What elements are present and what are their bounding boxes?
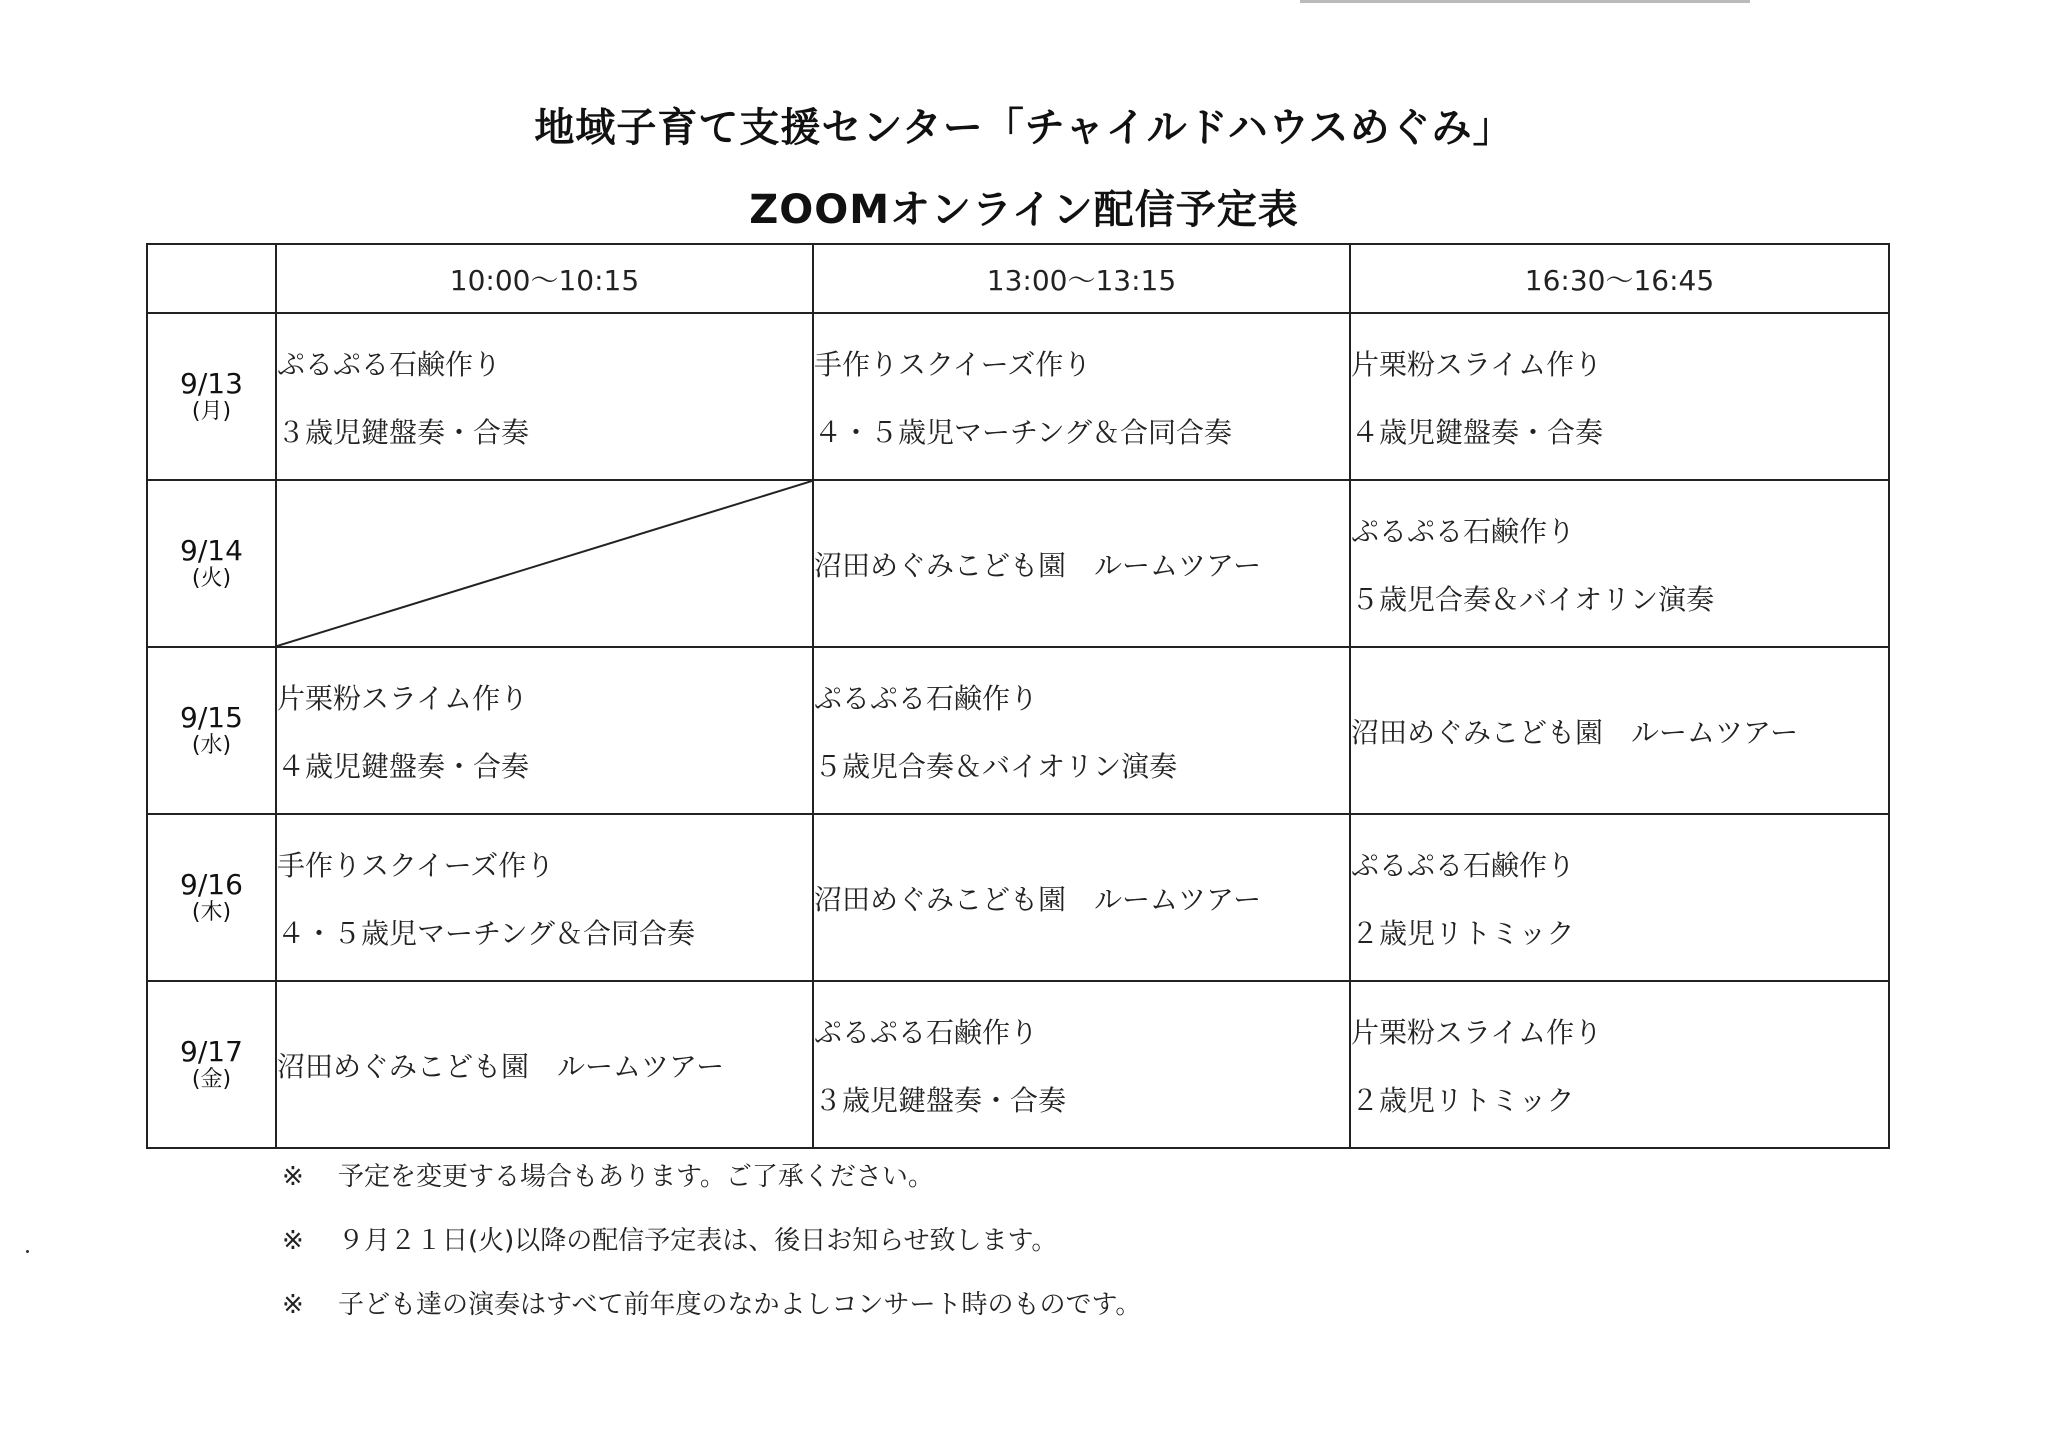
day-cell xyxy=(147,647,276,814)
notes-list xyxy=(282,1156,1141,1348)
program-activity: 片栗粉スライム作り xyxy=(1351,347,1603,381)
program-performance: ４歳児鍵盤奏・合奏 xyxy=(277,749,530,783)
program-activity: 沼田めぐみこども園 ルームツアー xyxy=(277,1049,725,1083)
day-weekday: (木) xyxy=(191,899,232,925)
day-row xyxy=(147,647,1889,814)
program-performance: ２歳児リトミック xyxy=(1351,916,1575,950)
day-weekday: (金) xyxy=(191,1066,232,1092)
day-date: 9/16 xyxy=(180,868,243,901)
program-activity: ぷるぷる石鹸作り xyxy=(277,347,502,381)
day-row xyxy=(147,814,1889,981)
note-item xyxy=(282,1156,1141,1220)
program-performance: ３歳児鍵盤奏・合奏 xyxy=(814,1083,1067,1117)
day-cell xyxy=(147,814,276,981)
program-activity: 片栗粉スライム作り xyxy=(1351,1015,1603,1049)
document-title: 地域子育て支援センター「チャイルドハウスめぐみ」 xyxy=(534,105,1514,151)
program-cell xyxy=(813,814,1350,981)
program-performance: ５歳児合奏＆バイオリン演奏 xyxy=(814,749,1178,783)
program-performance: ３歳児鍵盤奏・合奏 xyxy=(277,415,530,449)
program-cell xyxy=(813,981,1350,1148)
corner-cell xyxy=(147,244,276,313)
program-cell xyxy=(813,480,1350,647)
note-item xyxy=(282,1284,1141,1348)
program-performance: ２歳児リトミック xyxy=(1351,1083,1575,1117)
program-performance: ４・５歳児マーチング＆合同合奏 xyxy=(277,916,696,950)
day-date: 9/17 xyxy=(180,1035,243,1068)
program-activity: 手作りスクイーズ作り xyxy=(277,848,555,882)
scan-speck xyxy=(26,1250,29,1253)
program-activity: ぷるぷる石鹸作り xyxy=(814,681,1039,715)
program-performance: ５歳児合奏＆バイオリン演奏 xyxy=(1351,582,1715,616)
program-activity: 沼田めぐみこども園 ルームツアー xyxy=(814,882,1262,916)
note-text: ９月２１日(火)以降の配信予定表は、後日お知らせ致します。 xyxy=(338,1226,1058,1256)
note-item xyxy=(282,1220,1141,1284)
program-activity: ぷるぷる石鹸作り xyxy=(814,1015,1039,1049)
time-slot-header: 16:30～16:45 xyxy=(1350,244,1889,313)
note-text: 子ども達の演奏はすべて前年度のなかよしコンサート時のものです。 xyxy=(338,1290,1142,1320)
day-cell xyxy=(147,313,276,480)
program-cell xyxy=(1350,814,1889,981)
note-mark: ※ xyxy=(282,1226,304,1256)
day-row xyxy=(147,480,1889,647)
program-activity: 沼田めぐみこども園 ルームツアー xyxy=(814,548,1262,582)
note-text: 予定を変更する場合もあります。ご了承ください。 xyxy=(338,1162,934,1192)
program-activity: 片栗粉スライム作り xyxy=(277,681,529,715)
program-performance: ４・５歳児マーチング＆合同合奏 xyxy=(814,415,1233,449)
program-activity: ぷるぷる石鹸作り xyxy=(1351,848,1576,882)
program-cell xyxy=(276,981,813,1148)
program-cell xyxy=(813,647,1350,814)
time-slot-header: 13:00～13:15 xyxy=(813,244,1350,313)
day-weekday: (火) xyxy=(191,565,232,591)
note-mark: ※ xyxy=(282,1162,304,1192)
header-row xyxy=(147,244,1889,313)
document-subtitle: ZOOMオンライン配信予定表 xyxy=(749,187,1299,233)
program-cell xyxy=(276,647,813,814)
program-cell xyxy=(1350,981,1889,1148)
program-cell xyxy=(276,313,813,480)
day-date: 9/13 xyxy=(180,367,243,400)
note-mark: ※ xyxy=(282,1290,304,1320)
program-activity: 沼田めぐみこども園 ルームツアー xyxy=(1351,715,1799,749)
day-row xyxy=(147,981,1889,1148)
program-activity: 手作りスクイーズ作り xyxy=(814,347,1092,381)
day-cell xyxy=(147,480,276,647)
program-cell xyxy=(276,814,813,981)
program-cell xyxy=(1350,647,1889,814)
scan-artifact-mark xyxy=(1300,0,1750,3)
day-weekday: (月) xyxy=(191,398,232,424)
program-cell xyxy=(813,313,1350,480)
diagonal-strike-line xyxy=(277,481,812,646)
program-cell xyxy=(1350,480,1889,647)
day-cell xyxy=(147,981,276,1148)
day-row xyxy=(147,313,1889,480)
program-cell xyxy=(1350,313,1889,480)
day-date: 9/14 xyxy=(180,534,243,567)
day-date: 9/15 xyxy=(180,701,243,734)
program-activity: ぷるぷる石鹸作り xyxy=(1351,514,1576,548)
no-broadcast-cell xyxy=(276,480,813,647)
day-weekday: (水) xyxy=(191,732,232,758)
schedule-table xyxy=(146,243,1890,1149)
program-performance: ４歳児鍵盤奏・合奏 xyxy=(1351,415,1604,449)
time-slot-header: 10:00～10:15 xyxy=(276,244,813,313)
